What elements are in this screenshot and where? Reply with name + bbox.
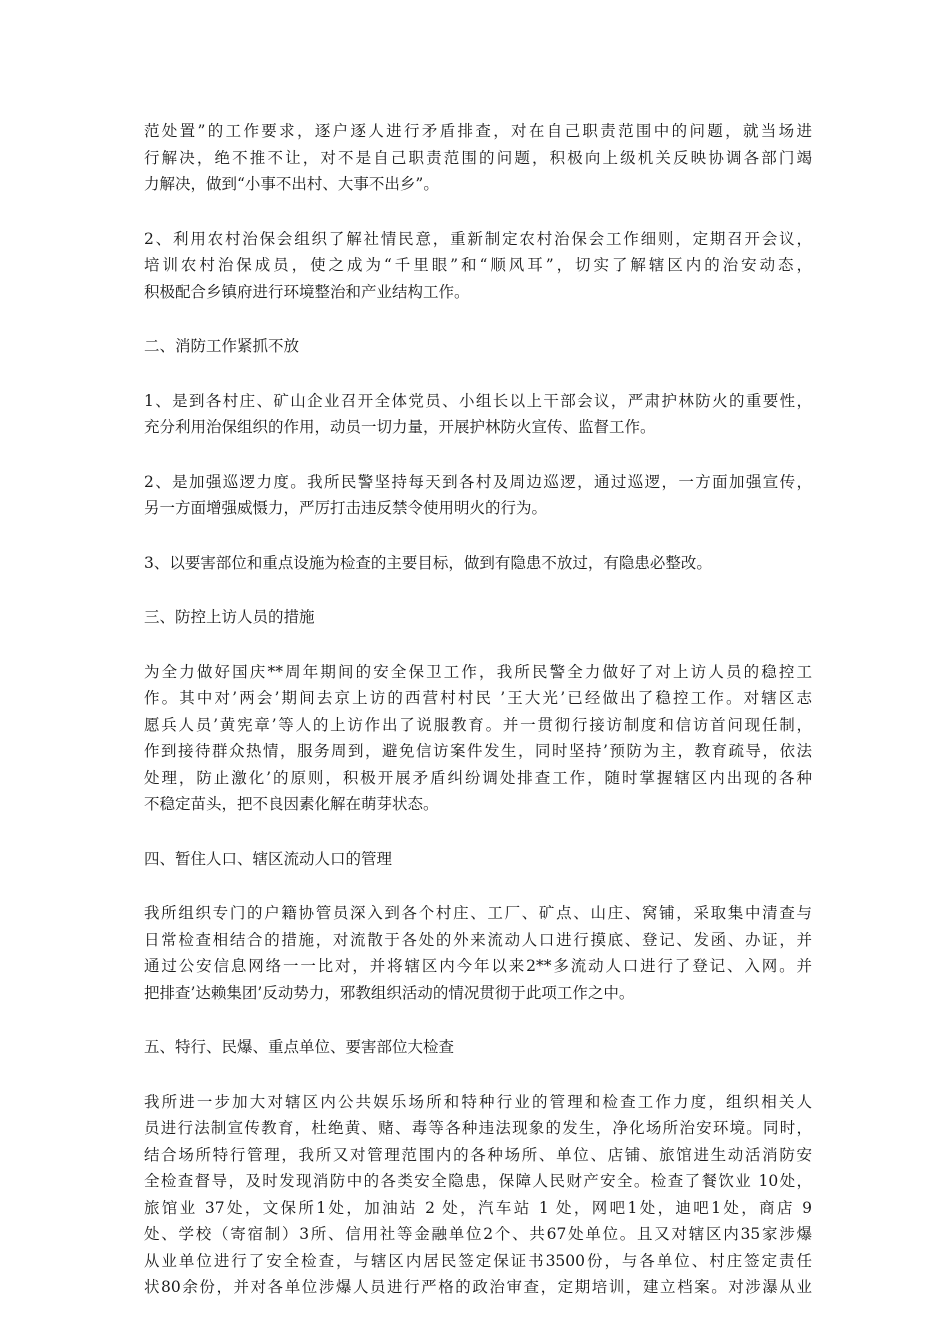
text-line: 为全力做好国庆**周年期间的安全保卫工作，我所民警全力做好了对上访人员的稳控工 bbox=[144, 662, 812, 681]
paragraph-floating-population bbox=[144, 900, 812, 1006]
text-line: 从业单位进行了安全检查，与辖区内居民签定保证书3500份，与各单位、村庄签定责任 bbox=[144, 1251, 812, 1270]
section-heading-fire-prevention: 二、消防工作紧抓不放 bbox=[144, 337, 300, 355]
text-line: 愿兵人员’黄宪章’等人的上访作出了说服教育。并一贯彻行接访制度和信访首问现任制， bbox=[144, 715, 812, 734]
text-line: 我所进一步加大对辖区内公共娱乐场所和特种行业的管理和检查工作力度，组织相关人 bbox=[144, 1092, 812, 1111]
text-line: 3、以要害部位和重点设施为检查的主要目标，做到有隐患不放过，有隐患必整改。 bbox=[144, 553, 712, 572]
text-line: 范处置”的工作要求，逐户逐人进行矛盾排查，对在自己职责范围中的问题，就当场进 bbox=[144, 122, 812, 140]
text-line: 处、学校（寄宿制）3所、信用社等金融单位2个、共67处单位。且又对辖区内35家涉爆 bbox=[144, 1225, 812, 1243]
section-heading-inspection: 五、特行、民爆、重点单位、要害部位大检查 bbox=[144, 1038, 455, 1056]
text-line: 结合场所特行管理，我所又对管理范围内的各种场所、单位、店铺、旅馆进生动活消防安 bbox=[144, 1145, 812, 1164]
text-line: 作到接待群众热情，服务周到，避免信访案件发生，同时坚持’预防为主，教育疏导，依法 bbox=[144, 742, 812, 760]
paragraph-petition-control bbox=[144, 659, 812, 818]
paragraph-inspection bbox=[144, 1089, 812, 1301]
text-line: 作。其中对’两会’期间去京上访的西营村村民 ’王大光’已经做出了稳控工作。对辖区志 bbox=[144, 689, 812, 707]
paragraph-security-committee bbox=[144, 226, 812, 306]
text-line: 我所组织专门的户籍协管员深入到各个村庄、工厂、矿点、山庄、窝铺，采取集中清查与 bbox=[144, 904, 812, 922]
text-line: 2、利用农村治保会组织了解社情民意，重新制定农村治保会工作细则，定期召开会议， bbox=[144, 229, 812, 248]
section-heading-petitioners: 三、防控上访人员的措施 bbox=[144, 608, 315, 626]
text-line: 培训农村治保成员，使之成为“千里眼”和“顺风耳”，切实了解辖区内的治安动态， bbox=[144, 256, 812, 274]
text-line: 行解决，绝不推不让，对不是自己职责范围的问题，积极向上级机关反映协调各部门竭 bbox=[144, 148, 812, 167]
text-line: 通过公安信息网络一一比对，并将辖区内今年以来2**多流动人口进行了登记、入网。并 bbox=[144, 957, 812, 975]
paragraph-village-dispute bbox=[144, 118, 812, 198]
text-line: 2、是加强巡逻力度。我所民警坚持每天到各村及周边巡逻，通过巡逻，一方面加强宣传， bbox=[144, 472, 812, 491]
text-line: 状80余份，并对各单位涉爆人员进行严格的政治审查，定期培训，建立档案。对涉瀑从业 bbox=[144, 1278, 812, 1296]
text-line: 不稳定苗头，把不良因素化解在萌芽状态。 bbox=[144, 795, 439, 813]
text-line: 1、是到各村庄、矿山企业召开全体党员、小组长以上干部会议，严肃护林防火的重要性， bbox=[144, 391, 812, 410]
text-line: 把排查’达赖集团’反动势力，邪教组织活动的情况贯彻于此项工作之中。 bbox=[144, 983, 635, 1002]
text-line: 全检查督导，及时发现消防中的各类安全隐患，保障人民财产安全。检查了餐饮业 10处， bbox=[144, 1172, 812, 1190]
text-line: 处理，防止激化’的原则，积极开展矛盾纠纷调处排查工作，随时掌握辖区内出现的各种 bbox=[144, 768, 812, 787]
section-heading-population: 四、暂住人口、辖区流动人口的管理 bbox=[144, 849, 393, 868]
paragraph-key-sites bbox=[144, 550, 812, 577]
text-line: 积极配合乡镇府进行环境整治和产业结构工作。 bbox=[144, 282, 470, 301]
document-page bbox=[144, 118, 812, 1301]
paragraph-patrol bbox=[144, 469, 812, 522]
text-line: 另一方面增强威慑力，严厉打击违反禁令使用明火的行为。 bbox=[144, 499, 548, 517]
text-line: 员进行法制宣传教育，杜绝黄、赌、毒等各种违法现象的发生，净化场所治安环境。同时， bbox=[144, 1119, 812, 1137]
paragraph-fire-meetings bbox=[144, 388, 812, 441]
text-line: 日常检查相结合的措施，对流散于各处的外来流动人口进行摸底、登记、发函、办证，并 bbox=[144, 930, 812, 949]
text-line: 旅馆业 37处，文保所1处，加油站 2 处，汽车站 1 处，网吧1处，迪吧1处，商店 9 bbox=[144, 1198, 812, 1217]
text-line: 力解决，做到“小事不出村、大事不出乡”。 bbox=[144, 175, 439, 193]
text-line: 充分利用治保组织的作用，动员一切力量，开展护林防火宣传、监督工作。 bbox=[144, 418, 656, 436]
